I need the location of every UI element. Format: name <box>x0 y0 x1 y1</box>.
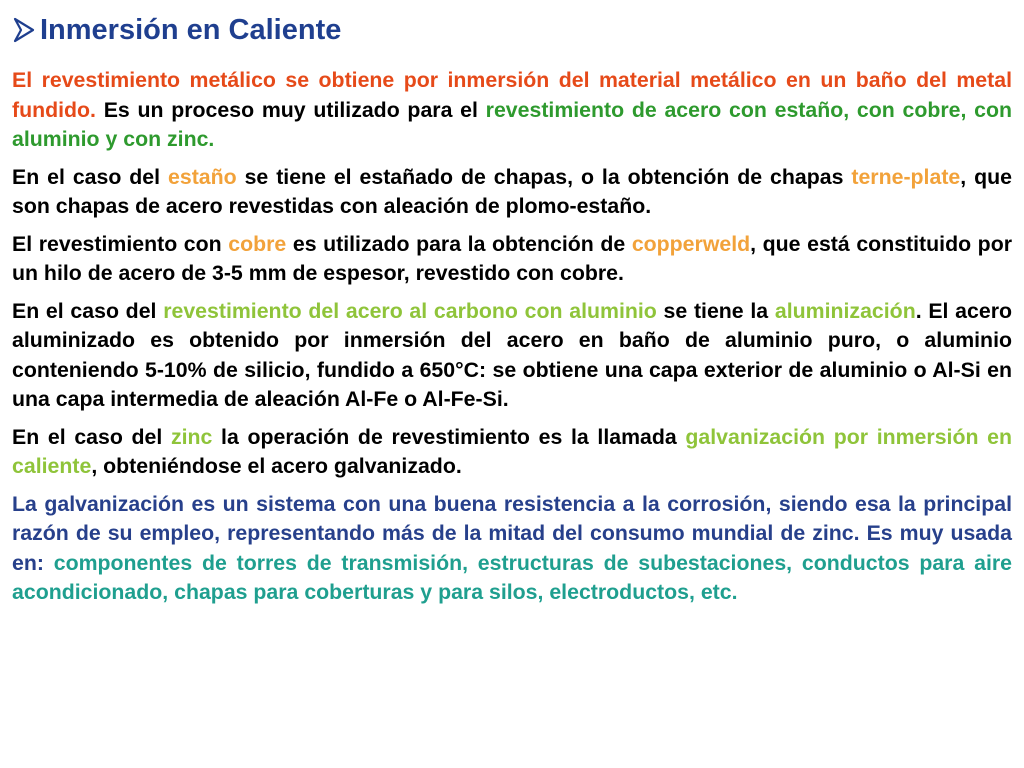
paragraph-3 <box>12 230 1012 289</box>
p1-text-c: revestimiento de acero con estaño, con cobre, con aluminio y con zinc. <box>12 97 1012 151</box>
p3-text-c: es utilizado para la obtención de <box>286 231 632 256</box>
paragraph-4 <box>12 297 1012 415</box>
p2-text-e: , que son chapas de acero revestidas con aleación de plomo-estaño. <box>12 164 1012 218</box>
p3-highlight-cobre: cobre <box>228 231 287 256</box>
p5-text-e: , obteniéndose el acero galvanizado. <box>91 454 462 478</box>
p1-text-b: Es un proceso muy utilizado para el <box>95 97 486 122</box>
paragraph-5 <box>12 423 1012 482</box>
p2-highlight-terne-plate: terne-plate <box>851 164 961 189</box>
p1-text-a: El revestimiento metálico se obtiene por inmersión del material metálico en un baño del metal fundido. <box>12 68 1012 122</box>
p6-text-b: Es muy usada en: <box>12 521 1013 575</box>
p5-text-c: la operación de revestimiento es la llamada <box>212 424 686 449</box>
p4-text-a: En el caso del <box>12 298 164 323</box>
paragraph-2 <box>12 163 1012 222</box>
p4-text-c: se tiene la <box>656 298 775 323</box>
paragraph-6 <box>12 490 1012 608</box>
p3-text-e: , que está constituido por un hilo de acero de 3-5 mm de espesor, revestido con cobre. <box>12 231 1012 285</box>
p4-text-e: . El acero aluminizado es obtenido por inmersión del acero en baño de aluminio puro, o aluminio conteniendo 5-10% de silicio, fundido a 650°C: se obtiene una capa exterior de aluminio o Al-Si en una capa intermedia de aleación Al-Fe o Al-Fe-Si. <box>12 298 1013 411</box>
slide-title <box>12 10 1012 50</box>
p6-text-c: componentes de torres de transmisión, estructuras de subestaciones, conductos para aire acondicionado, chapas para coberturas y para silos, electroductos, etc. <box>12 550 1012 604</box>
p2-text-a: En el caso del <box>12 164 168 189</box>
p3-highlight-copperweld: copperweld <box>631 231 751 256</box>
arrow-bullet-icon <box>12 16 36 44</box>
paragraph-1 <box>12 66 1012 155</box>
p2-text-c: se tiene el estañado de chapas, o la obtención de chapas <box>236 164 852 189</box>
title-text: Inmersión en Caliente <box>40 13 342 46</box>
p5-highlight-zinc: zinc <box>170 424 213 449</box>
p3-text-a: El revestimiento con <box>12 231 229 256</box>
p5-highlight-galvanizacion: galvanización por inmersión en caliente <box>12 424 1012 478</box>
p5-text-a: En el caso del <box>12 424 171 449</box>
p4-highlight-aluminizacion: aluminización <box>774 298 916 323</box>
p2-highlight-estano: estaño <box>168 164 237 189</box>
p6-text-a: La galvanización es un sistema con una buena resistencia a la corrosión, siendo esa la principal razón de su empleo, representando más de la mitad del consumo mundial de zinc. <box>12 491 1012 545</box>
p4-highlight-revestimiento: revestimiento del acero al carbono con aluminio <box>163 298 657 323</box>
